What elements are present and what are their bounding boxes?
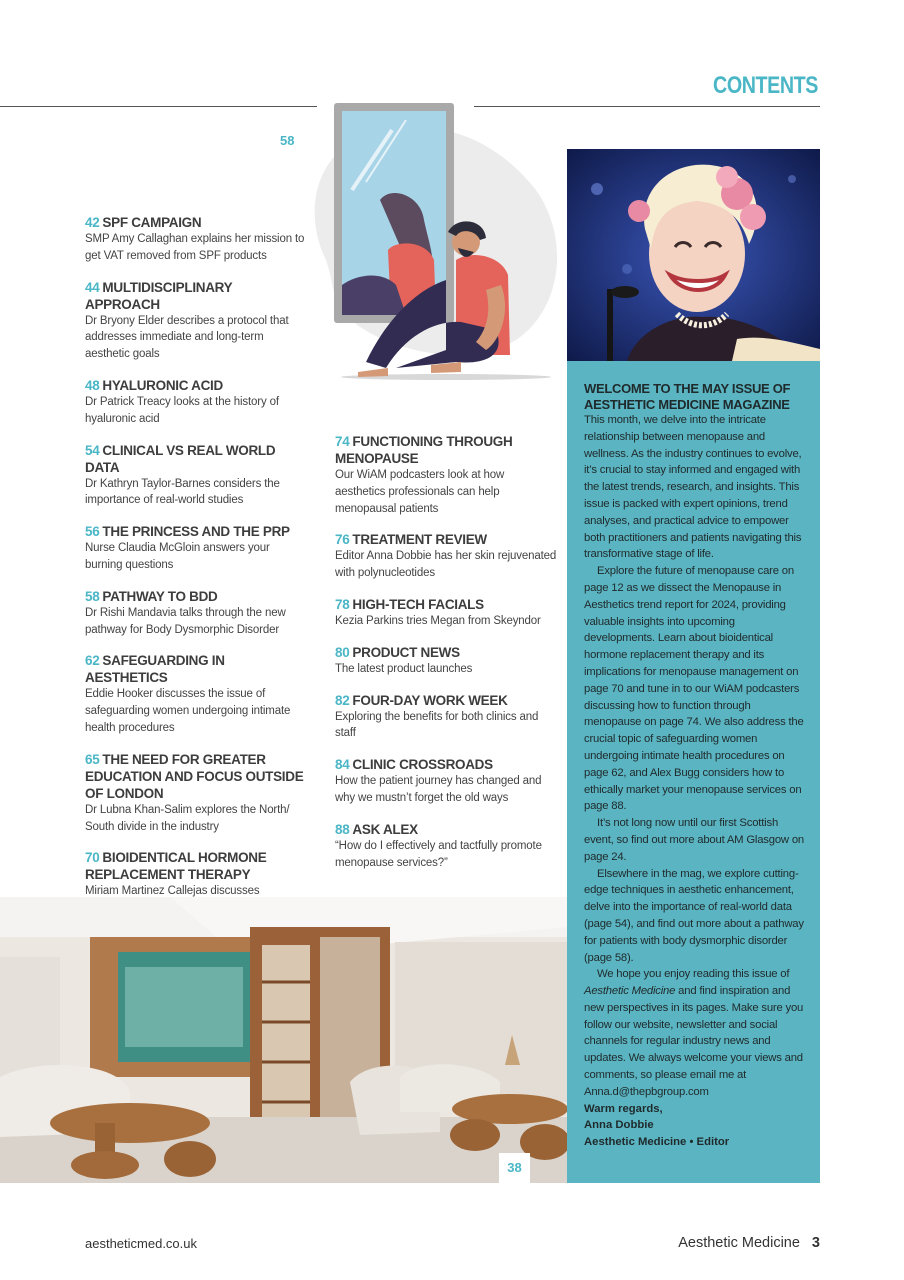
entry-title: THE PRINCESS AND THE PRP bbox=[102, 524, 290, 540]
entry-page-number: 88 bbox=[335, 821, 350, 837]
entry-title: SPF CAMPAIGN bbox=[102, 215, 202, 230]
entry-description: How the patient journey has changed and why we mustn’t forget the old ways bbox=[335, 775, 542, 804]
contents-entry[interactable] bbox=[85, 214, 305, 265]
welcome-text: We hope you enjoy reading this issue of bbox=[597, 968, 790, 981]
entry-title: CLINIC CROSSROADS bbox=[352, 757, 493, 773]
entry-description: The latest product launches bbox=[335, 662, 473, 675]
contents-entry[interactable] bbox=[85, 751, 305, 836]
entry-title: ASK ALEX bbox=[352, 821, 418, 837]
contents-entry[interactable] bbox=[85, 652, 305, 736]
entry-description: Kezia Parkins tries Megan from Skeyndor bbox=[335, 614, 541, 627]
entry-description: Dr Lubna Khan-Salim explores the North/ South divide in the industry bbox=[85, 803, 290, 833]
entry-title: SAFEGUARDING IN AESTHETICS bbox=[85, 653, 225, 686]
welcome-paragraph bbox=[584, 966, 806, 1100]
contents-entry[interactable] bbox=[335, 692, 557, 743]
entry-page-number: 78 bbox=[335, 596, 350, 612]
signoff: Warm regards, bbox=[584, 1102, 663, 1115]
entry-description: Miriam Martinez Callejas discusses bbox=[85, 885, 260, 898]
contents-entry[interactable] bbox=[85, 279, 305, 363]
entry-page-number: 42 bbox=[85, 215, 100, 230]
contents-entry[interactable] bbox=[335, 756, 557, 807]
folio bbox=[678, 1235, 820, 1251]
welcome-heading: WELCOME TO THE MAY ISSUE OF AESTHETIC MEDICINE MAGAZINE bbox=[584, 381, 791, 412]
magazine-name: Aesthetic Medicine bbox=[584, 985, 676, 998]
entry-title: TREATMENT REVIEW bbox=[352, 532, 487, 548]
contents-entry[interactable] bbox=[335, 821, 557, 872]
entry-page-number: 48 bbox=[85, 377, 100, 393]
entry-page-number: 65 bbox=[85, 751, 100, 767]
entry-description: Dr Rishi Mandavia talks through the new pathway for Body Dysmorphic Disorder bbox=[85, 606, 286, 636]
entry-title: CLINICAL VS REAL WORLD DATA bbox=[85, 442, 276, 475]
entry-title: HYALURONIC ACID bbox=[102, 377, 223, 393]
page-number: 3 bbox=[811, 1235, 820, 1251]
welcome-text: and find inspiration and new perspectives in its pages. Make sure you follow our website, newsletter and social channels for regular industry news and updates. We always welcome your views and comments, so please email me at Anna.d@thepbgroup.com bbox=[584, 985, 804, 1098]
contents-middle-column bbox=[335, 433, 557, 885]
entry-title: FUNCTIONING THROUGH MENOPAUSE bbox=[335, 434, 513, 466]
entry-description: Dr Kathryn Taylor-Barnes considers the importance of real-world studies bbox=[85, 477, 280, 507]
entry-description: Dr Patrick Treacy looks at the history of hyaluronic acid bbox=[85, 395, 279, 425]
editors-welcome-panel bbox=[567, 361, 820, 1183]
mirror-illustration bbox=[296, 100, 566, 390]
website-url[interactable]: aestheticmed.co.uk bbox=[85, 1236, 198, 1251]
entry-title: PRODUCT NEWS bbox=[352, 644, 460, 660]
contents-entry[interactable] bbox=[335, 531, 557, 582]
entry-page-number: 76 bbox=[335, 532, 350, 548]
entry-description: Exploring the benefits for both clinics and staff bbox=[335, 710, 539, 740]
entry-description: Editor Anna Dobbie has her skin rejuvenated with polynucleotides bbox=[335, 550, 557, 580]
contents-entry[interactable] bbox=[335, 433, 557, 517]
entry-page-number: 44 bbox=[85, 279, 100, 295]
entry-page-number: 54 bbox=[85, 442, 100, 458]
entry-description: SMP Amy Callaghan explains her mission to get VAT removed from SPF products bbox=[85, 233, 305, 262]
entry-title: FOUR-DAY WORK WEEK bbox=[352, 692, 508, 708]
entry-page-number: 74 bbox=[335, 434, 350, 449]
entry-page-number: 62 bbox=[85, 653, 100, 669]
entry-page-number: 80 bbox=[335, 644, 350, 660]
entry-page-number: 58 bbox=[85, 588, 100, 604]
magazine-name: Aesthetic Medicine bbox=[678, 1235, 800, 1251]
welcome-paragraph: Elsewhere in the mag, we explore cutting-edge techniques in aesthetic enhancement, delve into the importance of real-world data (page 54), and find out more about a pathway for patients with body dysmorphic disorder (page 58). bbox=[584, 867, 804, 964]
entry-page-number: 82 bbox=[335, 692, 350, 708]
clinic-interior-photo bbox=[0, 897, 567, 1183]
page-title: CONTENTS bbox=[713, 72, 818, 99]
entry-page-number: 84 bbox=[335, 757, 350, 773]
contents-entry[interactable] bbox=[335, 644, 557, 678]
contents-entry[interactable] bbox=[85, 442, 305, 510]
entry-description: Our WiAM podcasters look at how aesthetics professionals can help menopausal patients bbox=[335, 469, 505, 515]
entry-description: “How do I effectively and tactfully promote menopause services?” bbox=[335, 839, 542, 869]
entry-page-number: 56 bbox=[85, 524, 100, 540]
entry-title: PATHWAY TO BDD bbox=[102, 588, 218, 604]
editor-photo bbox=[567, 149, 820, 361]
welcome-paragraph: It’s not long now until our first Scottish event, so find out more about AM Glasgow on page 24. bbox=[584, 817, 804, 863]
contents-entry[interactable] bbox=[85, 523, 305, 574]
entry-page-number: 70 bbox=[85, 850, 100, 866]
entry-description: Dr Bryony Elder describes a protocol that addresses immediate and long-term aesthetic goals bbox=[85, 314, 289, 361]
editor-role: Aesthetic Medicine • Editor bbox=[584, 1136, 730, 1149]
entry-title: BIOIDENTICAL HORMONE REPLACEMENT THERAPY bbox=[85, 850, 267, 883]
welcome-paragraph: This month, we delve into the intricate relationship between menopause and wellness. As the industry continues to evolve, it’s crucial to stay informed and engaged with the latest trends, research, and insights. This issue is packed with expert opinions, trend analyses, and practical advice to empower both practitioners and patients navigating this transformative stage of life. bbox=[584, 414, 802, 561]
welcome-paragraph: Explore the future of menopause care on page 12 as we dissect the Menopause in Aesthetics trend report for 2024, providing valuable insights into upcoming developments. Learn about bioidentical hormone replacement therapy and its implications for menopause management on page 70 and tune in to our WiAM podcasters discussing how to function through menopause on page 74. We also address the crucial topic of safeguarding women undergoing intimate health procedures on page 62, and Alex Bugg considers how to ethically market your menopause services on page 88. bbox=[584, 565, 804, 813]
entry-title: MULTIDISCIPLINARY APPROACH bbox=[85, 279, 233, 312]
photo-page-number: 38 bbox=[499, 1153, 530, 1183]
entry-title: HIGH-TECH FACIALS bbox=[352, 596, 484, 612]
contents-entry[interactable] bbox=[335, 596, 557, 630]
contents-entry[interactable] bbox=[85, 377, 305, 428]
entry-description: Nurse Claudia McGloin answers your burning questions bbox=[85, 542, 270, 571]
illustration-page-number: 58 bbox=[280, 133, 295, 148]
contents-entry[interactable] bbox=[85, 588, 305, 639]
header-rule-left bbox=[0, 106, 317, 107]
entry-title: THE NEED FOR GREATER EDUCATION AND FOCUS OUTSIDE OF LONDON bbox=[85, 751, 304, 801]
entry-description: Eddie Hooker discusses the issue of safeguarding women undergoing intimate health procedures bbox=[85, 688, 291, 734]
contents-left-column bbox=[85, 214, 305, 931]
editor-name: Anna Dobbie bbox=[584, 1119, 654, 1132]
